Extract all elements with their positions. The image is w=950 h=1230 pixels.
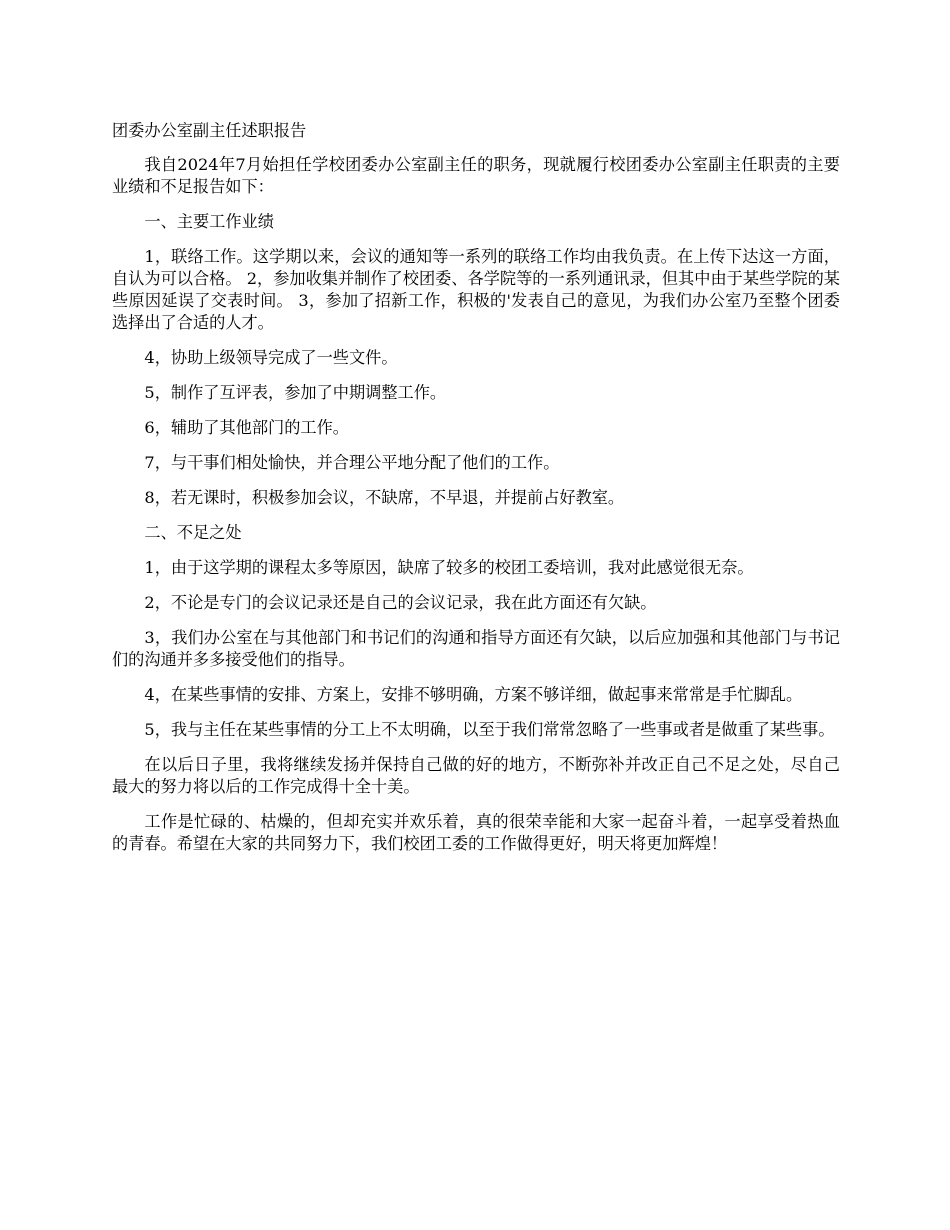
- paragraph-shortcoming-2: 2，不论是专门的会议记录还是自己的会议记录，我在此方面还有欠缺。: [144, 593, 657, 612]
- paragraph-closing: 工作是忙碌的、枯燥的，但却充实并欢乐着，真的很荣幸能和大家一起奋斗着，一起享受着热血的青春。希望在大家的共同努力下，我们校团工委的工作做得更好，明天将更加辉煌！: [112, 812, 840, 853]
- document-title: 团委办公室副主任述职报告: [112, 121, 307, 140]
- paragraph-achievement-5: 5，制作了互评表，参加了中期调整工作。: [144, 383, 447, 402]
- paragraph-achievement-6: 6，辅助了其他部门的工作。: [144, 418, 349, 437]
- paragraph-intro: 我自2024年7月始担任学校团委办公室副主任的职务，现就履行校团委办公室副主任职责的主要业绩和不足报告如下：: [112, 155, 840, 196]
- paragraph-shortcoming-5: 5，我与主任在某些事情的分工上不太明确，以至于我们常常忽略了一些事或者是做重了某些事。: [144, 720, 835, 739]
- paragraph-achievement-1-3: 1，联络工作。这学期以来，会议的通知等一系列的联络工作均由我负责。在上传下达这一方面，自认为可以合格。 2，参加收集并制作了校团委、各学院等的一系列通讯录，但其中由于某些学院的某些原因延误了交表时间。 3，参加了招新工作，积极的'发表自己的意见，为我们办公室乃至整个团委选择出了合适的人才。: [112, 247, 840, 332]
- paragraph-achievement-7: 7，与干事们相处愉快，并合理公平地分配了他们的工作。: [144, 453, 560, 472]
- paragraph-shortcoming-4: 4，在某些事情的安排、方案上，安排不够明确，方案不够详细，做起事来常常是手忙脚乱。: [144, 685, 803, 704]
- paragraph-achievement-8: 8，若无课时，积极参加会议，不缺席，不早退，并提前占好教室。: [144, 488, 625, 507]
- paragraph-shortcoming-3: 3，我们办公室在与其他部门和书记们的沟通和指导方面还有欠缺，以后应加强和其他部门与书记们的沟通并多多接受他们的指导。: [112, 628, 840, 669]
- paragraph-future-plan: 在以后日子里，我将继续发扬并保持自己做的好的地方，不断弥补并改正自己不足之处，尽自己最大的努力将以后的工作完成得十全十美。: [112, 755, 840, 796]
- paragraph-shortcoming-1: 1，由于这学期的课程太多等原因，缺席了较多的校团工委培训，我对此感觉很无奈。: [144, 558, 754, 577]
- paragraph-achievement-4: 4，协助上级领导完成了一些文件。: [144, 348, 398, 367]
- document-page: [112, 120, 840, 868]
- section-heading-achievements: 一、主要工作业绩: [144, 212, 274, 231]
- section-heading-shortcomings: 二、不足之处: [144, 523, 242, 542]
